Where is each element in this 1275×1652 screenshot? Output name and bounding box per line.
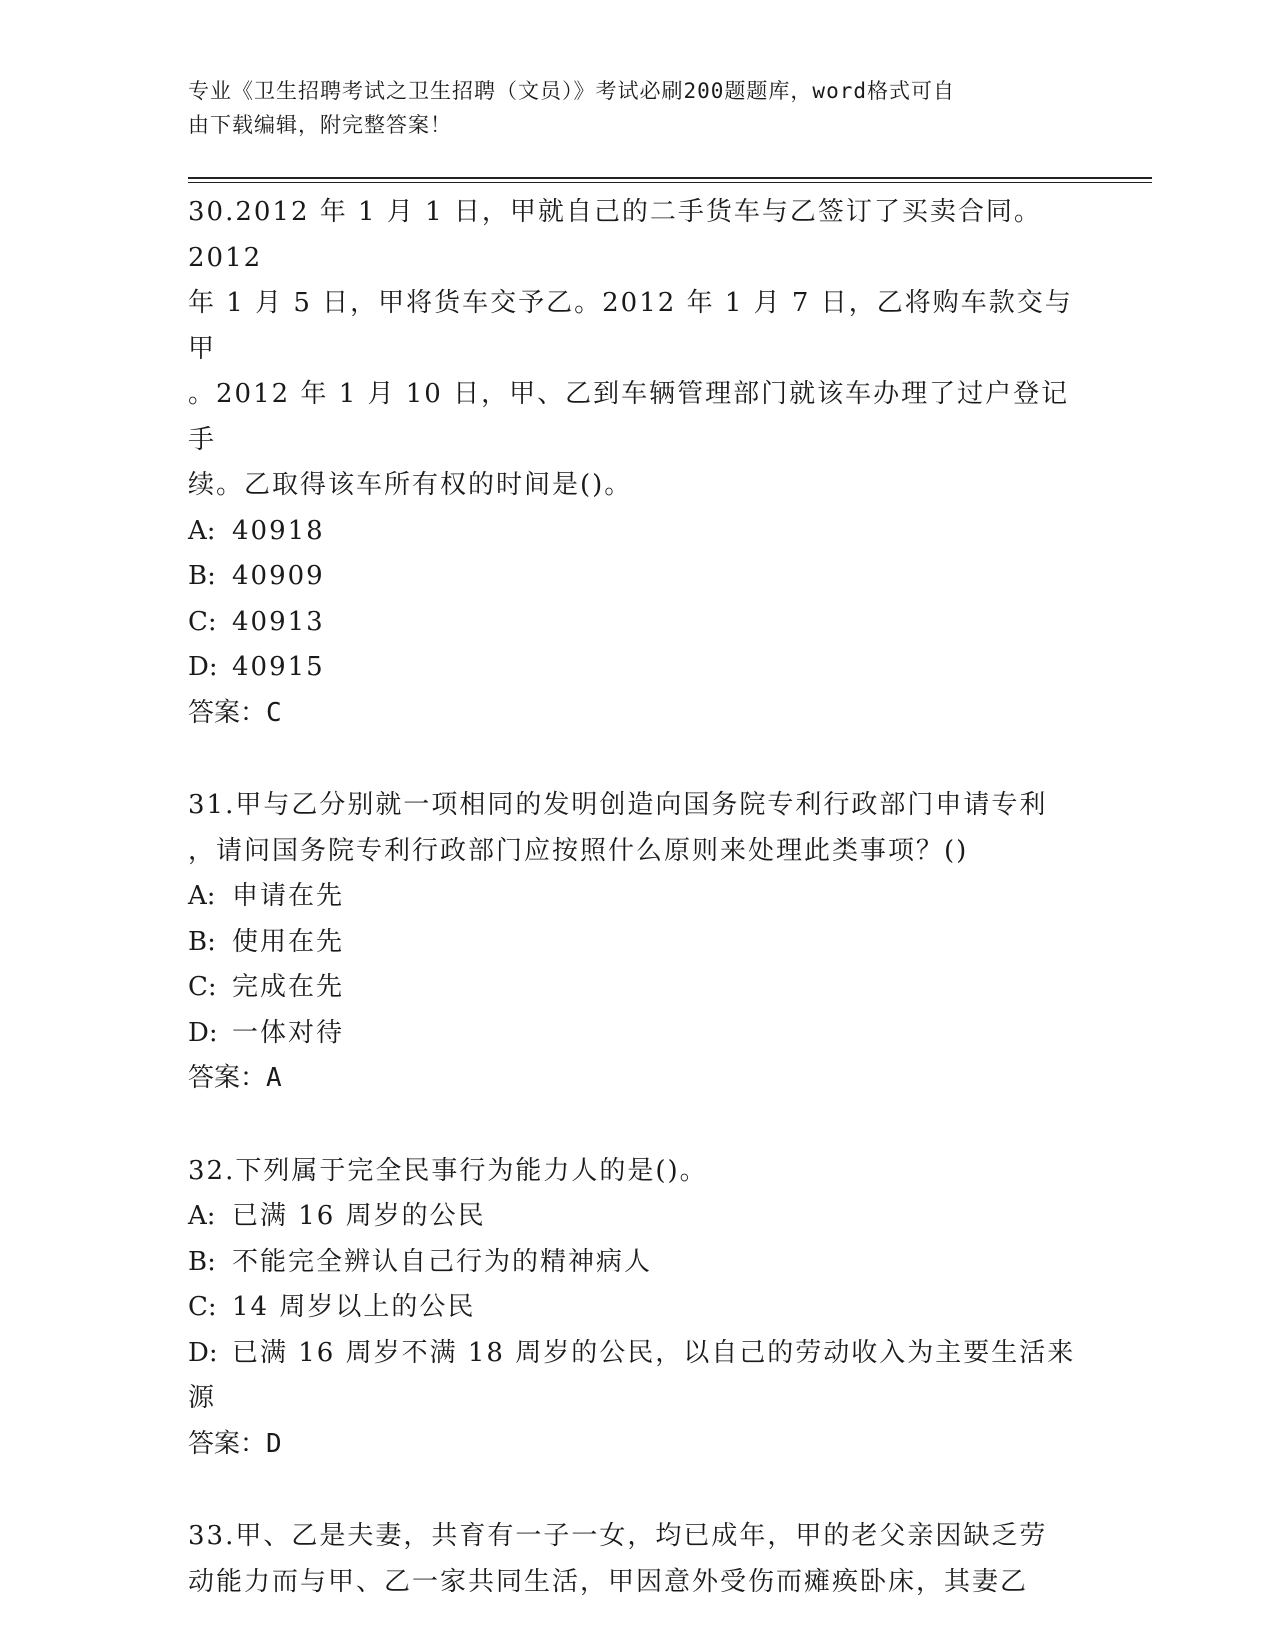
option-c [188, 1285, 1088, 1331]
option-a [188, 1194, 1088, 1240]
stem-line: ，请问国务院专利行政部门应按照什么原则来处理此类事项？() [188, 835, 969, 866]
option-text: 40909 [232, 561, 325, 591]
answer: 答案：C [188, 697, 282, 728]
option-letter: A: [188, 1201, 216, 1231]
option-letter: C: [188, 606, 217, 637]
option-d [188, 645, 1088, 691]
option-d [188, 1331, 1088, 1377]
stem-line: 30.2012 年 1 月 1 日，甲就自己的二手货车与乙签订了买卖合同。2012 [188, 197, 1042, 273]
stem-line: 32.下列属于完全民事行为能力人的是()。 [188, 1155, 708, 1186]
option-a [188, 509, 1088, 555]
header-line-1: 专业《卫生招聘考试之卫生招聘（文员）》考试必刷200题题库，word格式可自 [188, 79, 955, 103]
option-text: 40913 [232, 606, 325, 637]
option-letter: C: [188, 1292, 217, 1322]
option-d [188, 1011, 1088, 1057]
option-c [188, 965, 1088, 1011]
option-text: 40918 [232, 515, 325, 546]
option-text: 已满 16 周岁不满 18 周岁的公民，以自己的劳动收入为主要生活来 [232, 1337, 1076, 1368]
header-rule-thick [188, 177, 1152, 179]
option-text: 完成在先 [232, 972, 345, 1002]
option-text: 一体对待 [232, 1017, 345, 1048]
question-31 [188, 783, 1088, 1102]
option-letter: D: [188, 1017, 218, 1048]
option-text: 40915 [232, 652, 325, 682]
question-30 [188, 190, 1088, 736]
option-letter: B: [188, 561, 216, 591]
stem-line: 动能力而与甲、乙一家共同生活，甲因意外受伤而瘫痪卧床，其妻乙 [188, 1566, 1029, 1597]
option-letter: B: [188, 1246, 216, 1277]
option-b [188, 920, 1088, 966]
option-text: 14 周岁以上的公民 [232, 1292, 476, 1322]
option-b [188, 1240, 1088, 1286]
question-stem [188, 190, 1088, 509]
option-text: 使用在先 [232, 926, 345, 957]
stem-line: 33.甲、乙是夫妻，共育有一子一女，均已成年，甲的老父亲因缺乏劳 [188, 1521, 1048, 1551]
option-text: 已满 16 周岁的公民 [232, 1201, 486, 1231]
option-letter: D: [188, 1337, 218, 1368]
option-c [188, 600, 1088, 646]
answer: 答案：D [188, 1428, 282, 1459]
question-33 [188, 1514, 1088, 1605]
header-rule-thin [188, 182, 1152, 183]
document-header [188, 74, 1088, 142]
option-text: 不能完全辨认自己行为的精神病人 [232, 1246, 653, 1277]
option-b [188, 554, 1088, 600]
question-stem [188, 783, 1088, 874]
question-32 [188, 1149, 1088, 1468]
option-letter: B: [188, 926, 216, 957]
option-letter: A: [188, 881, 216, 911]
option-letter: C: [188, 972, 217, 1002]
stem-line: 31.甲与乙分别就一项相同的发明创造向国务院专利行政部门申请专利 [188, 790, 1048, 820]
question-list [188, 190, 1088, 1652]
question-stem [188, 1514, 1088, 1605]
option-letter: A: [188, 515, 216, 546]
stem-line: 年 1 月 5 日，甲将货车交予乙。2012 年 1 月 7 日，乙将购车款交与甲 [188, 288, 1073, 364]
option-d-continuation: 源 [188, 1383, 217, 1413]
header-line-2: 由下载编辑，附完整答案！ [188, 113, 452, 137]
stem-line: 。2012 年 1 月 10 日，甲、乙到车辆管理部门就该车办理了过户登记手 [188, 379, 1070, 455]
option-text: 申请在先 [232, 881, 345, 911]
question-stem [188, 1149, 1088, 1195]
answer: 答案：A [188, 1063, 282, 1093]
option-letter: D: [188, 652, 218, 682]
option-a [188, 874, 1088, 920]
stem-line: 续。乙取得该车所有权的时间是()。 [188, 470, 633, 500]
